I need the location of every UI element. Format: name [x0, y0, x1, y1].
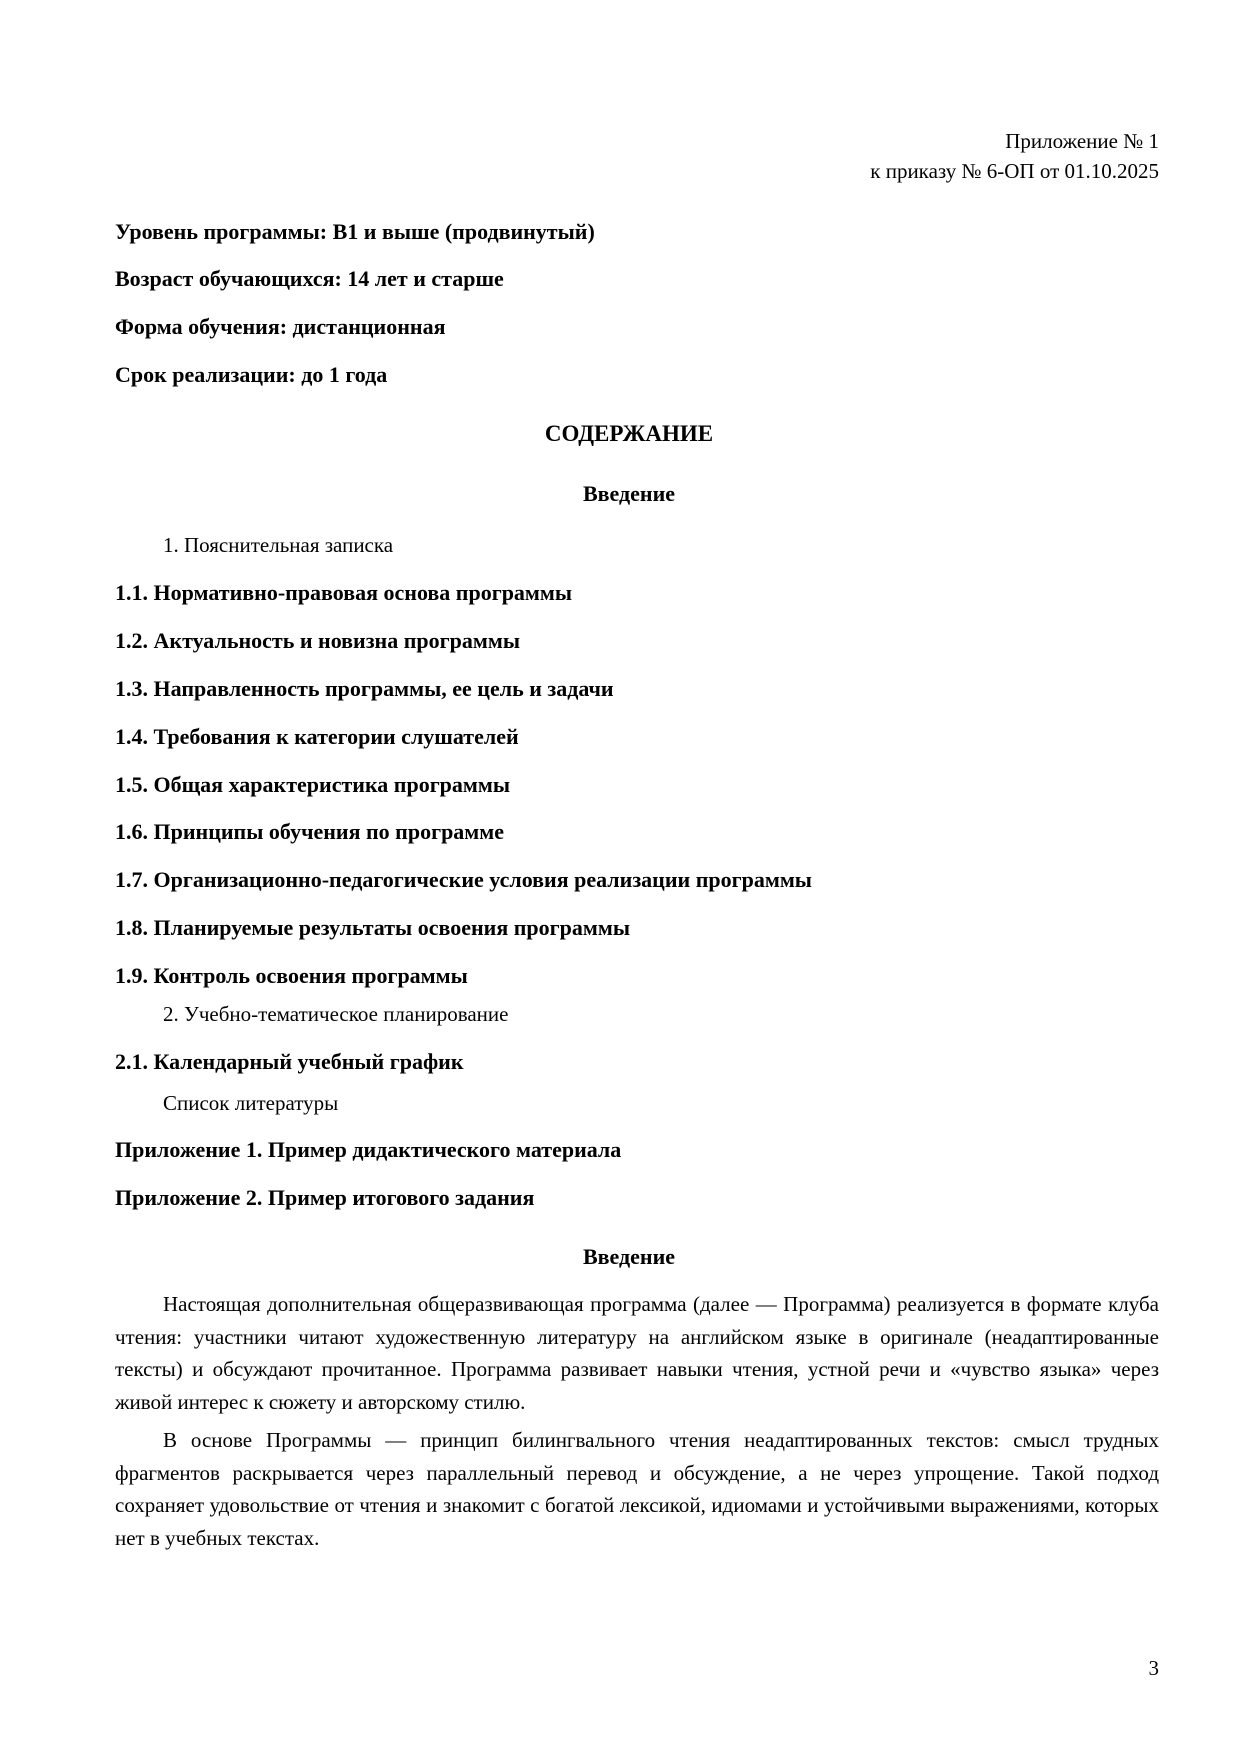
- order-reference: к приказу № 6-ОП от 01.10.2025: [870, 159, 1159, 183]
- toc-item: 1.1. Нормативно-правовая основа программы: [115, 580, 573, 605]
- intro-paragraph-1: Настоящая дополнительная общеразвивающая программа (далее — Программа) реализуется в формате клуба чтения: участники читают художественную литературу на английском языке в оригинале (неадаптированные тексты) и обсуждают прочитанное. Программа развивает навыки чтения, устной речи и «чувство языка» через живой интерес к сюжету и авторскому стилю.: [115, 1292, 1159, 1414]
- toc-intro-heading: Введение: [582, 481, 676, 506]
- toc-section-2: 2. Учебно-тематическое планирование: [163, 1002, 509, 1026]
- toc-item: 1.5. Общая характеристика программы: [115, 772, 511, 797]
- toc-title: СОДЕРЖАНИЕ: [544, 421, 714, 446]
- toc-item: 1.2. Актуальность и новизна программы: [115, 628, 521, 653]
- toc-item: 1.8. Планируемые результаты освоения программы: [115, 915, 631, 940]
- toc-item: 1.3. Направленность программы, ее цель и задачи: [115, 676, 614, 701]
- study-form: Форма обучения: дистанционная: [115, 314, 446, 339]
- program-level: Уровень программы: B1 и выше (продвинутый): [115, 219, 595, 244]
- appendix-number: Приложение № 1: [1005, 129, 1159, 153]
- toc-appendix-2: Приложение 2. Пример итогового задания: [115, 1185, 535, 1210]
- intro-title: Введение: [582, 1244, 676, 1269]
- toc-item: 1.6. Принципы обучения по программе: [115, 819, 505, 844]
- toc-literature: Список литературы: [163, 1091, 339, 1115]
- intro-paragraph-2: В основе Программы — принцип билингвального чтения неадаптированных текстов: смысл трудных фрагментов раскрывается через параллельный перевод и обсуждение, а не через упрощение. Такой подход сохраняет удовольствие от чтения и знакомит с богатой лексикой, идиомами и устойчивыми выражениями, которых нет в учебных текстах.: [115, 1428, 1159, 1550]
- toc-section-1: 1. Пояснительная записка: [163, 533, 394, 557]
- toc-appendix-1: Приложение 1. Пример дидактического материала: [115, 1137, 622, 1162]
- student-age: Возраст обучающихся: 14 лет и старше: [115, 266, 504, 291]
- toc-item: 1.7. Организационно-педагогические условия реализации программы: [115, 867, 812, 892]
- toc-item: 1.9. Контроль освоения программы: [115, 963, 468, 988]
- page-number: 3: [1148, 1656, 1159, 1680]
- toc-item: 1.4. Требования к категории слушателей: [115, 724, 519, 749]
- toc-item: 2.1. Календарный учебный график: [115, 1049, 464, 1074]
- appendix-header: [870, 126, 1159, 186]
- implementation-term: Срок реализации: до 1 года: [115, 362, 388, 387]
